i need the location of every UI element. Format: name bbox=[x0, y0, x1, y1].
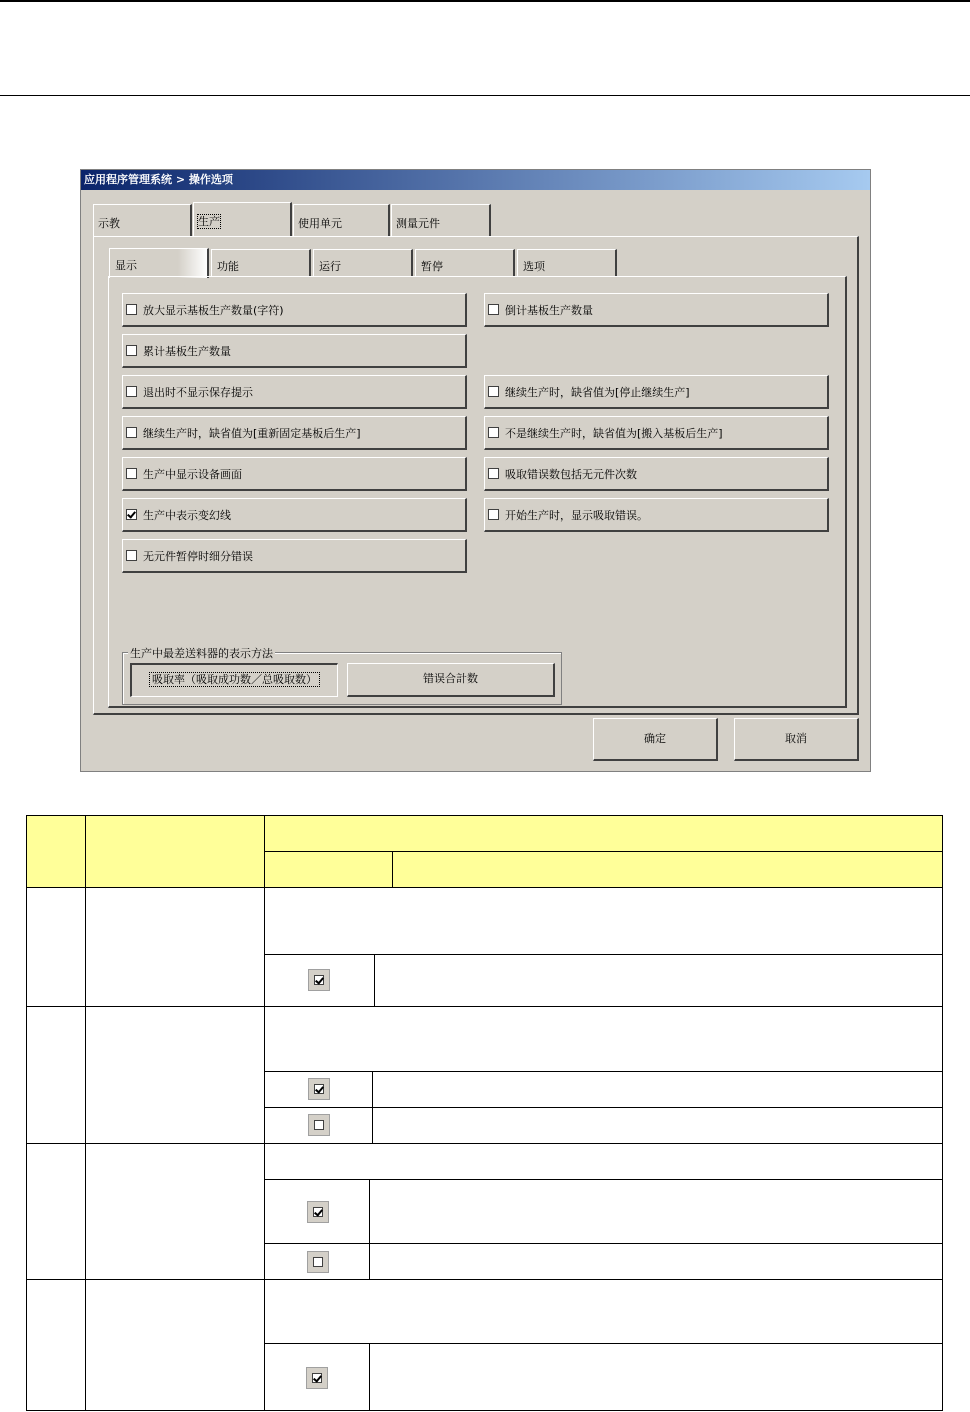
operation-options-dialog bbox=[80, 169, 871, 772]
checkbox-icon[interactable] bbox=[488, 427, 499, 438]
ok-button[interactable]: 确定 bbox=[593, 718, 718, 761]
tab-teach[interactable]: 示教 bbox=[93, 204, 192, 236]
option-subdivide-missing-pause[interactable]: 无元件暂停时细分错误 bbox=[122, 539, 467, 573]
checkbox-icon[interactable] bbox=[126, 550, 137, 561]
checkbox-icon[interactable] bbox=[126, 427, 137, 438]
checkbox-icon[interactable] bbox=[126, 386, 137, 397]
subtab-run[interactable]: 运行 bbox=[313, 249, 413, 277]
checkbox-checked-icon bbox=[308, 1078, 330, 1100]
option-cumulative-board-count[interactable]: 累计基板生产数量 bbox=[122, 334, 467, 368]
subtab-display[interactable]: 显示 bbox=[109, 248, 209, 278]
checkbox-icon[interactable] bbox=[126, 304, 137, 315]
checkbox-checked-icon bbox=[307, 1201, 329, 1223]
checkbox-icon[interactable] bbox=[488, 509, 499, 520]
option-show-pick-error-on-start[interactable]: 开始生产时，显示吸取错误。 bbox=[484, 498, 829, 532]
checkbox-icon[interactable] bbox=[488, 468, 499, 479]
cancel-button[interactable]: 取消 bbox=[734, 718, 859, 761]
subtab-pause[interactable]: 暂停 bbox=[415, 249, 515, 277]
checkbox-icon[interactable] bbox=[126, 345, 137, 356]
option-continue-default-stop[interactable]: 继续生产时，缺省值为[停止继续生产] bbox=[484, 375, 829, 409]
checkbox-checked-icon bbox=[308, 969, 330, 991]
checkbox-checked-icon bbox=[306, 1367, 328, 1389]
checkbox-unchecked-icon bbox=[308, 1114, 330, 1136]
error-total-button[interactable]: 错误合計数 bbox=[347, 663, 555, 697]
tab-production[interactable]: 生产 bbox=[193, 202, 292, 236]
option-continue-default-refix[interactable]: 继续生产时，缺省值为[重新固定基板后生产] bbox=[122, 416, 467, 450]
header-rule bbox=[0, 0, 970, 2]
pick-rate-button[interactable]: 吸取率（吸取成功数／总吸取数） bbox=[130, 663, 338, 697]
dialog-title: 应用程序管理系统 > 操作选项 bbox=[81, 170, 870, 190]
tab-measure-part[interactable]: 测量元件 bbox=[391, 204, 491, 236]
option-pick-error-include-missing[interactable]: 吸取错误数包括无元件次数 bbox=[484, 457, 829, 491]
option-not-continue-default-load[interactable]: 不是继续生产时，缺省值为[搬入基板后生产] bbox=[484, 416, 829, 450]
option-enlarge-board-count[interactable]: 放大显示基板生产数量(字符) bbox=[122, 293, 467, 327]
groupbox-title: 生产中最差送料器的表示方法 bbox=[130, 647, 273, 660]
option-no-save-prompt[interactable]: 退出时不显示保存提示 bbox=[122, 375, 467, 409]
options-reference-table bbox=[26, 815, 943, 1411]
checkbox-icon[interactable] bbox=[126, 468, 137, 479]
checkbox-icon[interactable] bbox=[488, 304, 499, 315]
option-countdown-board-count[interactable]: 倒计基板生产数量 bbox=[484, 293, 829, 327]
checkbox-unchecked-icon bbox=[307, 1251, 329, 1273]
subtab-options[interactable]: 选项 bbox=[517, 249, 617, 277]
header-bottom-rule bbox=[0, 95, 970, 96]
subtab-function[interactable]: 功能 bbox=[211, 249, 311, 277]
checkbox-icon[interactable] bbox=[488, 386, 499, 397]
checkbox-checked-icon[interactable] bbox=[126, 509, 137, 520]
option-show-machine-screen[interactable]: 生产中显示设备画面 bbox=[122, 457, 467, 491]
option-show-transition-line[interactable]: 生产中表示变幻线 bbox=[122, 498, 467, 532]
tab-use-unit[interactable]: 使用单元 bbox=[293, 204, 390, 236]
